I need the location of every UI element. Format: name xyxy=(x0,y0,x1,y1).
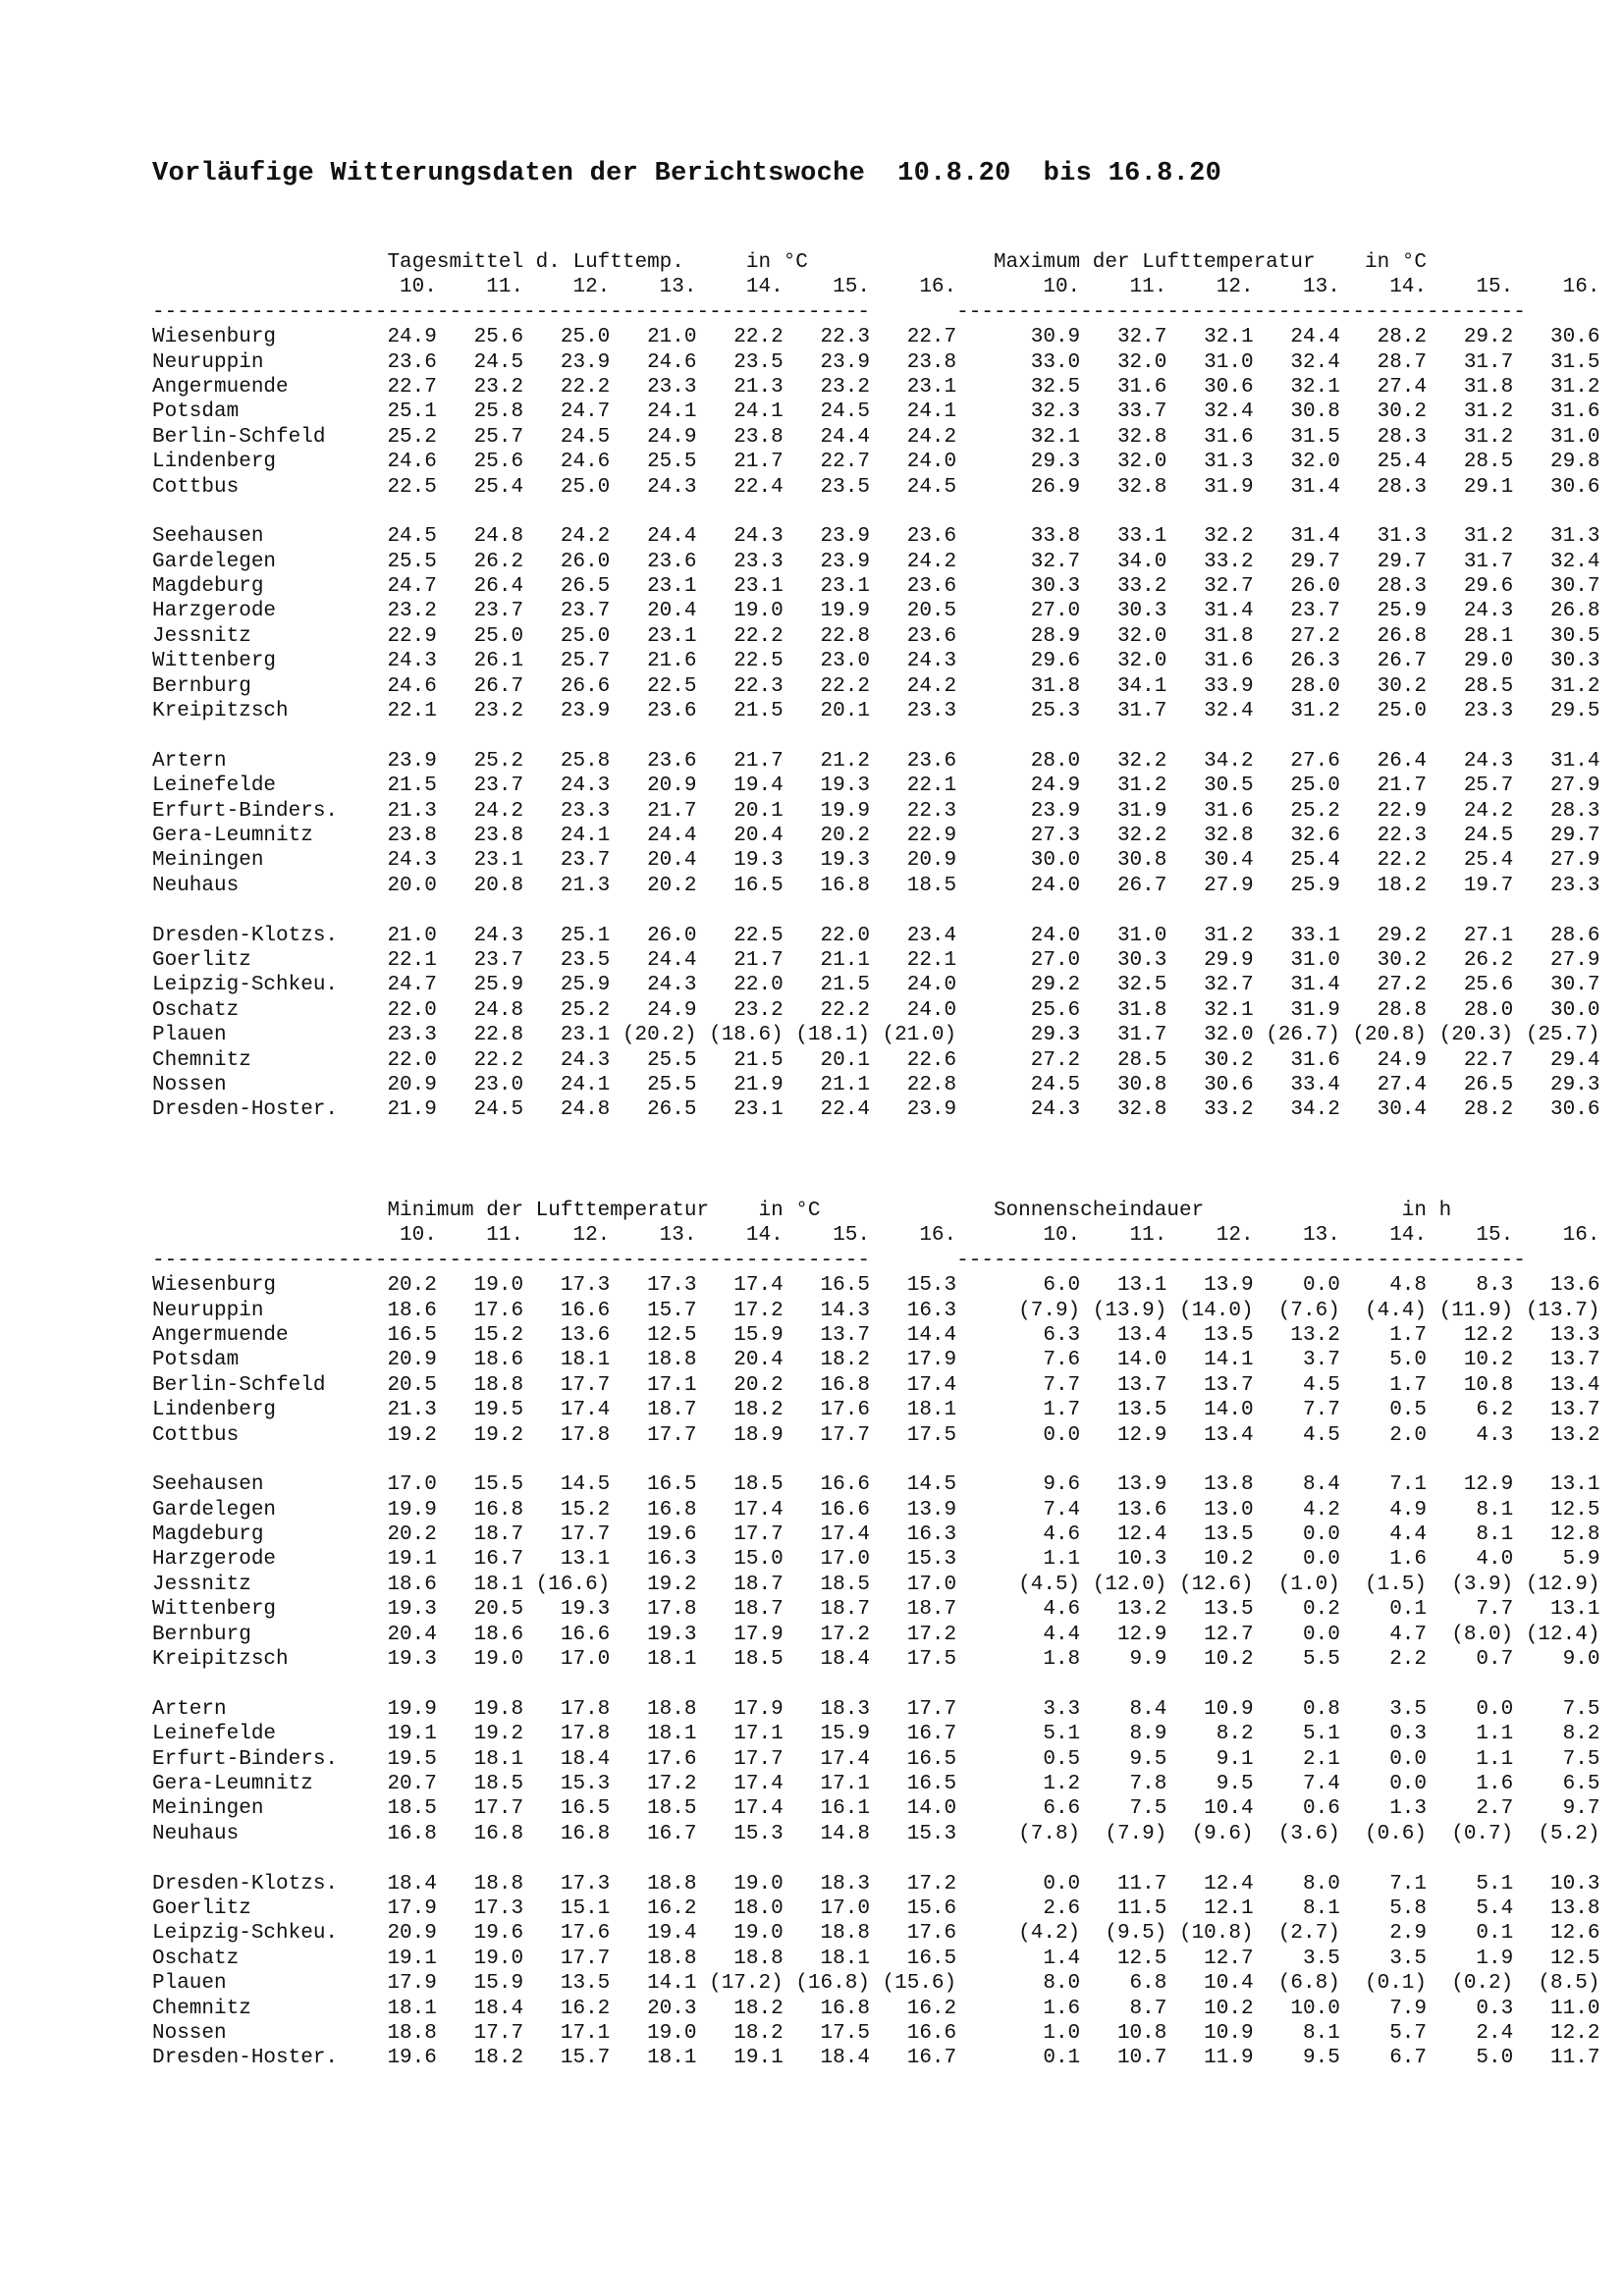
station-row: Plauen 17.9 15.9 13.5 14.1 (17.2) (16.8) (15.6) 8.0 6.8 10.4 (6.8) (0.1) (0.2) (8.5) xyxy=(152,1972,1600,1996)
station-row: Oschatz 22.0 24.8 25.2 24.9 23.2 22.2 24.0 25.6 31.8 32.1 31.9 28.8 28.0 30.0 xyxy=(152,998,1600,1022)
station-row: Neuruppin 18.6 17.6 16.6 15.7 17.2 14.3 16.3 (7.9) (13.9) (14.0) (7.6) (4.4) (11.9) (13.7) xyxy=(152,1299,1600,1322)
station-row: Potsdam 25.1 25.8 24.7 24.1 24.1 24.5 24.1 32.3 33.7 32.4 30.8 30.2 31.2 31.6 xyxy=(152,400,1600,424)
station-row: Seehausen 24.5 24.8 24.2 24.4 24.3 23.9 23.6 33.8 33.1 32.2 31.4 31.3 31.2 31.3 xyxy=(152,525,1600,549)
station-row: Wittenberg 24.3 26.1 25.7 21.6 22.5 23.0 24.3 29.6 32.0 31.6 26.3 26.7 29.0 30.3 xyxy=(152,650,1600,673)
station-row: Artern 19.9 19.8 17.8 18.8 17.9 18.3 17.7 3.3 8.4 10.9 0.8 3.5 0.0 7.5 xyxy=(152,1697,1600,1721)
station-row: Seehausen 17.0 15.5 14.5 16.5 18.5 16.6 14.5 9.6 13.9 13.8 8.4 7.1 12.9 13.1 xyxy=(152,1473,1600,1497)
station-row: Kreipitzsch 22.1 23.2 23.9 23.6 21.5 20.1 23.3 25.3 31.7 32.4 31.2 25.0 23.3 29.5 xyxy=(152,700,1600,723)
station-row: Neuhaus 20.0 20.8 21.3 20.2 16.5 16.8 18.5 24.0 26.7 27.9 25.9 18.2 19.7 23.3 xyxy=(152,874,1600,897)
group-spacer xyxy=(152,1672,1599,1696)
station-row: Plauen 23.3 22.8 23.1 (20.2) (18.6) (18.1) (21.0) 29.3 31.7 32.0 (26.7) (20.8) (20.3) (25.7) xyxy=(152,1024,1600,1047)
station-row: Gera-Leumnitz 23.8 23.8 24.1 24.4 20.4 20.2 22.9 27.3 32.2 32.8 32.6 22.3 24.5 29.7 xyxy=(152,824,1600,847)
rule-line: ---------------------------------------------------------- ---------------------------------------------- xyxy=(152,1249,1526,1272)
column-header: Tagesmittel d. Lufttemp. in °C Maximum der Lufttemperatur in °C xyxy=(152,251,1428,274)
day-header: 10. 11. 12. 13. 14. 15. 16. 10. 11. 12. 13. 14. 15. 16. xyxy=(152,276,1600,299)
station-row: Nossen 20.9 23.0 24.1 25.5 21.9 21.1 22.8 24.5 30.8 30.6 33.4 27.4 26.5 29.3 xyxy=(152,1073,1600,1096)
station-row: Magdeburg 20.2 18.7 17.7 19.6 17.7 17.4 16.3 4.6 12.4 13.5 0.0 4.4 8.1 12.8 xyxy=(152,1523,1600,1547)
station-row: Leinefelde 21.5 23.7 24.3 20.9 19.4 19.3 22.1 24.9 31.2 30.5 25.0 21.7 25.7 27.9 xyxy=(152,774,1600,798)
station-row: Chemnitz 22.0 22.2 24.3 25.5 21.5 20.1 22.6 27.2 28.5 30.2 31.6 24.9 22.7 29.4 xyxy=(152,1048,1600,1072)
station-row: Jessnitz 18.6 18.1 (16.6) 19.2 18.7 18.5 17.0 (4.5) (12.0) (12.6) (1.0) (1.5) (3.9) (12.9) xyxy=(152,1573,1600,1596)
station-row: Wiesenburg 20.2 19.0 17.3 17.3 17.4 16.5 15.3 6.0 13.1 13.9 0.0 4.8 8.3 13.6 xyxy=(152,1274,1600,1298)
station-row: Jessnitz 22.9 25.0 25.0 23.1 22.2 22.8 23.6 28.9 32.0 31.8 27.2 26.8 28.1 30.5 xyxy=(152,624,1600,648)
station-row: Lindenberg 21.3 19.5 17.4 18.7 18.2 17.6 18.1 1.7 13.5 14.0 7.7 0.5 6.2 13.7 xyxy=(152,1399,1600,1422)
station-row: Angermuende 22.7 23.2 22.2 23.3 21.3 23.2 23.1 32.5 31.6 30.6 32.1 27.4 31.8 31.2 xyxy=(152,375,1600,399)
station-row: Harzgerode 23.2 23.7 23.7 20.4 19.0 19.9 20.5 27.0 30.3 31.4 23.7 25.9 24.3 26.8 xyxy=(152,600,1600,623)
station-row: Chemnitz 18.1 18.4 16.2 20.3 18.2 16.8 16.2 1.6 8.7 10.2 10.0 7.9 0.3 11.0 xyxy=(152,1997,1600,2020)
station-row: Erfurt-Binders. 21.3 24.2 23.3 21.7 20.1 19.9 22.3 23.9 31.9 31.6 25.2 22.9 24.2 28.3 xyxy=(152,799,1600,823)
station-row: Neuruppin 23.6 24.5 23.9 24.6 23.5 23.9 23.8 33.0 32.0 31.0 32.4 28.7 31.7 31.5 xyxy=(152,350,1600,374)
station-row: Gardelegen 19.9 16.8 15.2 16.8 17.4 16.6 13.9 7.4 13.6 13.0 4.2 4.9 8.1 12.5 xyxy=(152,1498,1600,1522)
station-row: Leipzig-Schkeu. 24.7 25.9 25.9 24.3 22.0 21.5 24.0 29.2 32.5 32.7 31.4 27.2 25.6 30.7 xyxy=(152,974,1600,997)
station-row: Dresden-Klotzs. 18.4 18.8 17.3 18.8 19.0 18.3 17.2 0.0 11.7 12.4 8.0 7.1 5.1 10.3 xyxy=(152,1872,1600,1896)
station-row: Meiningen 18.5 17.7 16.5 18.5 17.4 16.1 14.0 6.6 7.5 10.4 0.6 1.3 2.7 9.7 xyxy=(152,1797,1600,1821)
group-spacer xyxy=(152,898,1599,923)
station-row: Magdeburg 24.7 26.4 26.5 23.1 23.1 23.1 23.6 30.3 33.2 32.7 26.0 28.3 29.6 30.7 xyxy=(152,575,1600,599)
group-spacer xyxy=(152,723,1599,748)
station-row: Goerlitz 22.1 23.7 23.5 24.4 21.7 21.1 22.1 27.0 30.3 29.9 31.0 30.2 26.2 27.9 xyxy=(152,948,1600,972)
station-row: Kreipitzsch 19.3 19.0 17.0 18.1 18.5 18.4 17.5 1.8 9.9 10.2 5.5 2.2 0.7 9.0 xyxy=(152,1648,1600,1672)
station-row: Bernburg 24.6 26.7 26.6 22.5 22.3 22.2 24.2 31.8 34.1 33.9 28.0 30.2 28.5 31.2 xyxy=(152,674,1600,698)
station-row: Oschatz 19.1 19.0 17.7 18.8 18.8 18.1 16.5 1.4 12.5 12.7 3.5 3.5 1.9 12.5 xyxy=(152,1947,1600,1970)
station-row: Dresden-Hoster. 21.9 24.5 24.8 26.5 23.1 22.4 23.9 24.3 32.8 33.2 34.2 30.4 28.2 30.6 xyxy=(152,1098,1600,1122)
station-row: Harzgerode 19.1 16.7 13.1 16.3 15.0 17.0 15.3 1.1 10.3 10.2 0.0 1.6 4.0 5.9 xyxy=(152,1548,1600,1572)
station-row: Leipzig-Schkeu. 20.9 19.6 17.6 19.4 19.0 18.8 17.6 (4.2) (9.5) (10.8) (2.7) 2.9 0.1 12.6 xyxy=(152,1922,1600,1946)
station-row: Dresden-Hoster. 19.6 18.2 15.7 18.1 19.1 18.4 16.7 0.1 10.7 11.9 9.5 6.7 5.0 11.7 xyxy=(152,2047,1600,2070)
temperature-mean-max-table xyxy=(152,250,1599,1123)
page-title: Vorläufige Witterungsdaten der Berichtswoche 10.8.20 bis 16.8.20 xyxy=(152,159,1222,188)
station-row: Angermuende 16.5 15.2 13.6 12.5 15.9 13.7 14.4 6.3 13.4 13.5 13.2 1.7 12.2 13.3 xyxy=(152,1323,1600,1347)
station-row: Potsdam 20.9 18.6 18.1 18.8 20.4 18.2 17.9 7.6 14.0 14.1 3.7 5.0 10.2 13.7 xyxy=(152,1349,1600,1372)
station-row: Nossen 18.8 17.7 17.1 19.0 18.2 17.5 16.6 1.0 10.8 10.9 8.1 5.7 2.4 12.2 xyxy=(152,2021,1600,2045)
station-row: Erfurt-Binders. 19.5 18.1 18.4 17.6 17.7 17.4 16.5 0.5 9.5 9.1 2.1 0.0 1.1 7.5 xyxy=(152,1747,1600,1771)
column-header: Minimum der Lufttemperatur in °C Sonnenscheindauer in h xyxy=(152,1200,1452,1222)
station-row: Berlin-Schfeld 20.5 18.8 17.7 17.1 20.2 16.8 17.4 7.7 13.7 13.7 4.5 1.7 10.8 13.4 xyxy=(152,1373,1600,1397)
station-row: Lindenberg 24.6 25.6 24.6 25.5 21.7 22.7 24.0 29.3 32.0 31.3 32.0 25.4 28.5 29.8 xyxy=(152,451,1600,474)
rule-line: ---------------------------------------------------------- ---------------------------------------------- xyxy=(152,300,1526,324)
station-row: Leinefelde 19.1 19.2 17.8 18.1 17.1 15.9 16.7 5.1 8.9 8.2 5.1 0.3 1.1 8.2 xyxy=(152,1723,1600,1746)
day-header: 10. 11. 12. 13. 14. 15. 16. 10. 11. 12. 13. 14. 15. 16. xyxy=(152,1224,1600,1248)
station-row: Gardelegen 25.5 26.2 26.0 23.6 23.3 23.9 24.2 32.7 34.0 33.2 29.7 29.7 31.7 32.4 xyxy=(152,550,1600,573)
station-row: Goerlitz 17.9 17.3 15.1 16.2 18.0 17.0 15.6 2.6 11.5 12.1 8.1 5.8 5.4 13.8 xyxy=(152,1896,1600,1920)
station-row: Bernburg 20.4 18.6 16.6 19.3 17.9 17.2 17.2 4.4 12.9 12.7 0.0 4.7 (8.0) (12.4) xyxy=(152,1623,1600,1646)
temperature-min-sunshine-table xyxy=(152,1199,1599,2071)
group-spacer xyxy=(152,500,1599,524)
station-row: Wiesenburg 24.9 25.6 25.0 21.0 22.2 22.3 22.7 30.9 32.7 32.1 24.4 28.2 29.2 30.6 xyxy=(152,326,1600,349)
station-row: Meiningen 24.3 23.1 23.7 20.4 19.3 19.3 20.9 30.0 30.8 30.4 25.4 22.2 25.4 27.9 xyxy=(152,849,1600,873)
station-row: Wittenberg 19.3 20.5 19.3 17.8 18.7 18.7 18.7 4.6 13.2 13.5 0.2 0.1 7.7 13.1 xyxy=(152,1598,1600,1622)
station-row: Gera-Leumnitz 20.7 18.5 15.3 17.2 17.4 17.1 16.5 1.2 7.8 9.5 7.4 0.0 1.6 6.5 xyxy=(152,1772,1600,1795)
station-row: Artern 23.9 25.2 25.8 23.6 21.7 21.2 23.6 28.0 32.2 34.2 27.6 26.4 24.3 31.4 xyxy=(152,749,1600,773)
station-row: Neuhaus 16.8 16.8 16.8 16.7 15.3 14.8 15.3 (7.8) (7.9) (9.6) (3.6) (0.6) (0.7) (5.2) xyxy=(152,1822,1600,1845)
station-row: Dresden-Klotzs. 21.0 24.3 25.1 26.0 22.5 22.0 23.4 24.0 31.0 31.2 33.1 29.2 27.1 28.6 xyxy=(152,924,1600,947)
station-row: Cottbus 22.5 25.4 25.0 24.3 22.4 23.5 24.5 26.9 32.8 31.9 31.4 28.3 29.1 30.6 xyxy=(152,475,1600,499)
group-spacer xyxy=(152,1846,1599,1871)
group-spacer xyxy=(152,1448,1599,1472)
station-row: Berlin-Schfeld 25.2 25.7 24.5 24.9 23.8 24.4 24.2 32.1 32.8 31.6 31.5 28.3 31.2 31.0 xyxy=(152,425,1600,449)
station-row: Cottbus 19.2 19.2 17.8 17.7 18.9 17.7 17.5 0.0 12.9 13.4 4.5 2.0 4.3 13.2 xyxy=(152,1423,1600,1447)
